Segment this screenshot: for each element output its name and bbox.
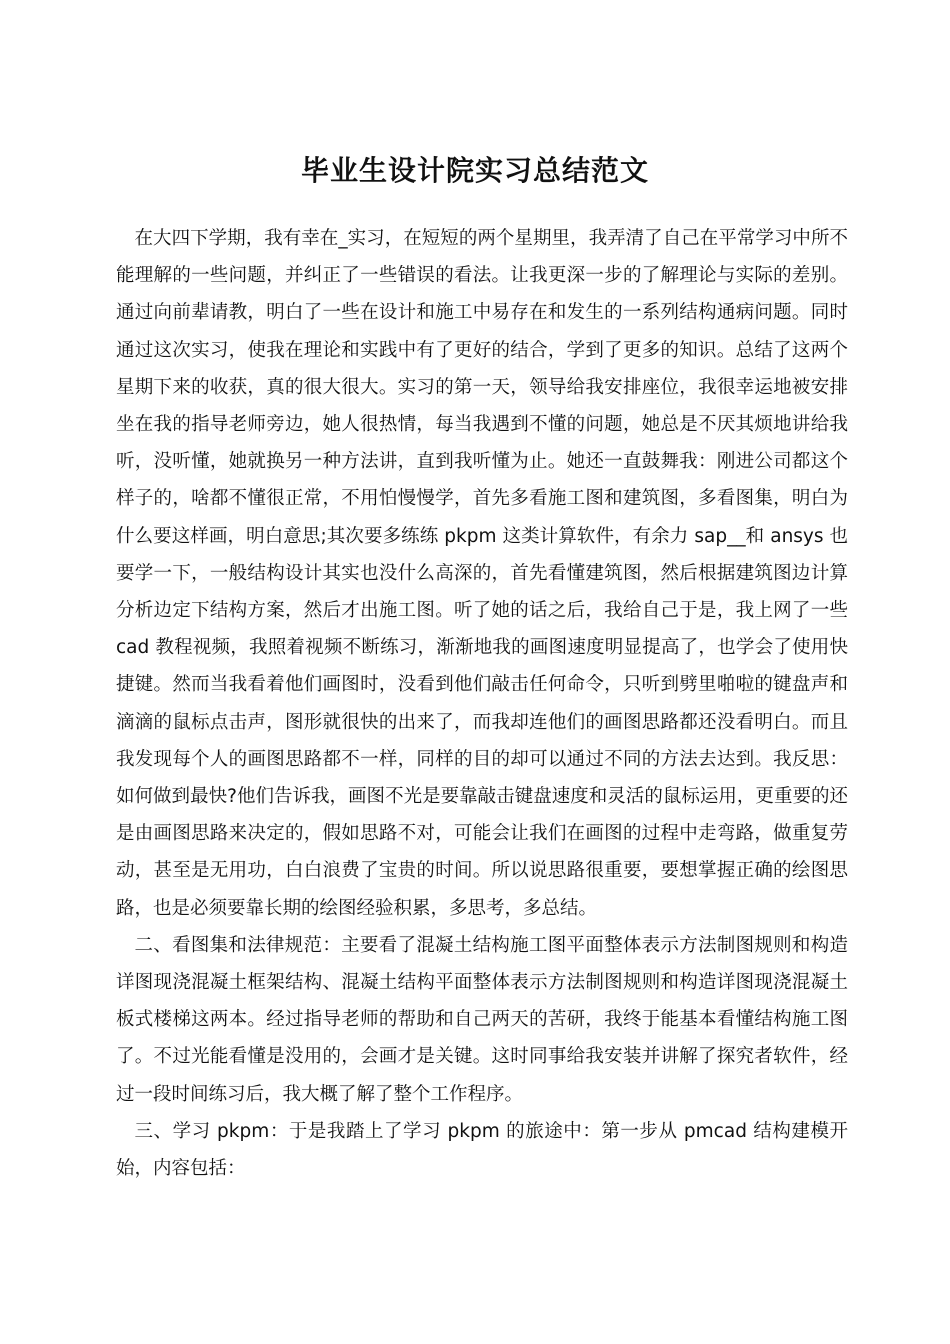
paragraph-learning-pkpm: 三、学习 pkpm：于是我踏上了学习 pkpm 的旅途中：第一步从 pmcad 结构建模开始，内容包括： bbox=[116, 1120, 848, 1180]
document-body bbox=[116, 220, 848, 1187]
paragraph-drawing-standards: 二、看图集和法律规范：主要看了混凝土结构施工图平面整体表示方法制图规则和构造详图现浇混凝土框架结构、混凝土结构平面整体表示方法制图规则和构造详图现浇混凝土板式楼梯这两本。经过指导老师的帮助和自己两天的苦研，我终于能基本看懂结构施工图了。不过光能看懂是没用的，会画才是关键。这时同事给我安装并讲解了探究者软件，经过一段时间练习后，我大概了解了整个工作程序。 bbox=[116, 934, 848, 1105]
document-title: 毕业生设计院实习总结范文 bbox=[300, 153, 649, 187]
paragraph-internship-experience: 在大四下学期，我有幸在_实习，在短短的两个星期里，我弄清了自己在平常学习中所不能理解的一些问题，并纠正了一些错误的看法。让我更深一步的了解理论与实际的差别。通过向前辈请教，明白了一些在设计和施工中易存在和发生的一系列结构通病问题。同时通过这次实习，使我在理论和实践中有了更好的结合，学到了更多的知识。总结了这两个星期下来的收获，真的很大很大。实习的第一天，领导给我安排座位，我很幸运地被安排坐在我的指导老师旁边，她人很热情，每当我遇到不懂的问题，她总是不厌其烦地讲给我听，没听懂，她就换另一种方法讲，直到我听懂为止。她还一直鼓舞我：刚进公司都这个样子的，啥都不懂很正常，不用怕慢慢学，首先多看施工图和建筑图，多看图集，明白为什么要这样画，明白意思;其次要多练练 pkpm 这类计算软件，有余力 sap__和 ansys 也要学一下，一般结构设计其实也没什么高深的，首先看懂建筑图，然后根据建筑图边计算分析边定下结构方案，然后才出施工图。听了她的话之后，我给自己于是，我上网了一些 cad 教程视频，我照着视频不断练习，渐渐地我的画图速度明显提高了，也学会了使用快捷键。然而当我看着他们画图时，没看到他们敲击任何命令，只听到劈里啪啦的键盘声和滴滴的鼠标点击声，图形就很快的出来了，而我却连他们的画图思路都还没看明白。而且我发现每个人的画图思路都不一样，同样的目的却可以通过不同的方法去达到。我反思：如何做到最快?他们告诉我，画图不光是要靠敲击键盘速度和灵活的鼠标运用，更重要的还是由画图思路来决定的，假如思路不对，可能会让我们在画图的过程中走弯路，做重复劳动，甚至是无用功，白白浪费了宝贵的时间。所以说思路很重要，要想掌握正确的绘图思路，也是必须要靠长期的绘图经验积累，多思考，多总结。 bbox=[116, 228, 848, 919]
